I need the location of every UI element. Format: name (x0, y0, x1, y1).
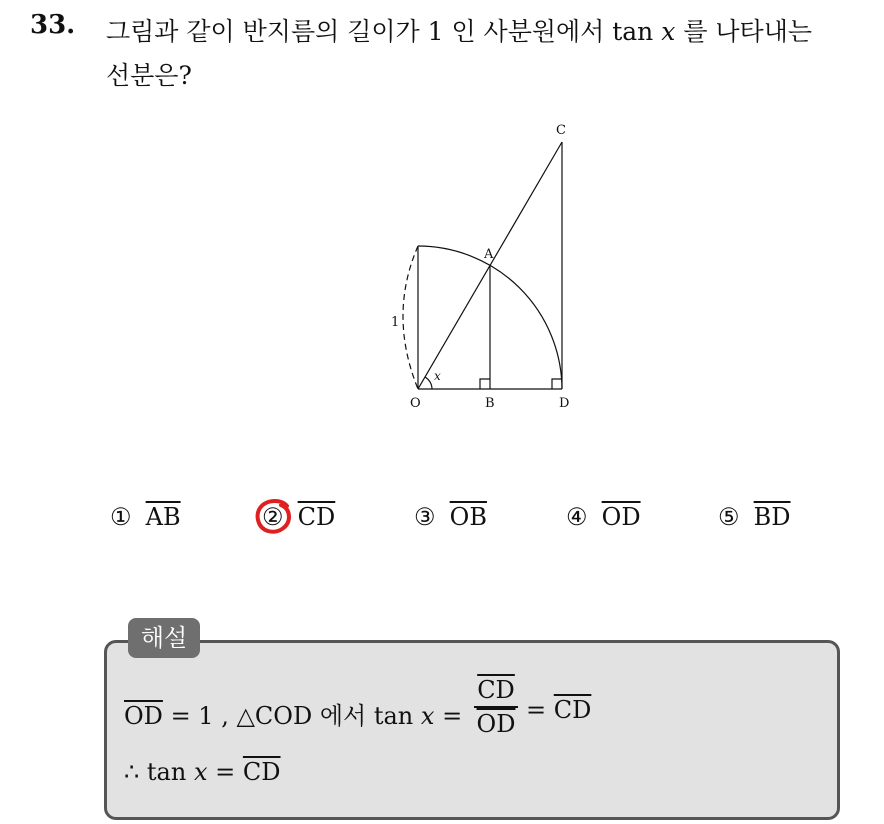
solution-variable: x (420, 702, 435, 730)
question-number: 33. (30, 10, 76, 40)
solution-fraction (474, 676, 518, 738)
solution-equals: = (442, 702, 463, 730)
choice-number: ③ (414, 503, 436, 531)
solution-final-seg: $\overline{CD}$ (242, 758, 281, 786)
label-b: B (485, 396, 495, 411)
solution-result-seg: $\overline{CD}$ (553, 696, 592, 724)
question-text-prefix: 그림과 같이 반지름의 길이가 1 인 사분원에서 tan (106, 17, 654, 46)
choice-5[interactable] (718, 503, 791, 531)
choice-4[interactable] (566, 503, 641, 531)
right-angle-d (552, 379, 562, 389)
solution-tab: 해설 (128, 618, 200, 658)
choice-segment: $\overline{AB}$ (145, 503, 181, 531)
label-angle: x (434, 369, 441, 383)
choice-segment: $\overline{BD}$ (753, 503, 791, 531)
solution-equals-3: = (215, 758, 236, 786)
question-text-line2: 선분은? (106, 61, 192, 90)
choice-segment: $\overline{CD}$ (297, 503, 336, 531)
label-d: D (559, 396, 570, 411)
fraction-bar (474, 706, 518, 708)
radius-brace (403, 246, 418, 389)
label-o: O (410, 396, 421, 411)
choice-segment: $\overline{OD}$ (601, 503, 641, 531)
angle-arc (425, 377, 432, 389)
quarter-circle-figure (370, 115, 590, 415)
solution-variable-2: x (193, 758, 208, 786)
question-text-suffix: 를 나타내는 (683, 17, 813, 46)
solution-text: = 1 , △COD 에서 tan (170, 702, 414, 730)
solution-line2 (124, 758, 281, 786)
solution-seg-od: $\overline{OD}$ (124, 702, 163, 730)
label-a: A (484, 247, 494, 262)
choice-number: ① (110, 503, 132, 531)
choice-segment: $\overline{OB}$ (449, 503, 487, 531)
solution-line1 (124, 696, 462, 731)
fraction-denominator: OD (476, 710, 516, 738)
choice-1[interactable] (110, 503, 181, 531)
question-text-line1 (106, 12, 812, 48)
choice-number: ② (262, 503, 284, 531)
label-c: C (556, 123, 566, 138)
answer-circle-mark (254, 496, 294, 536)
question-variable: x (661, 17, 676, 46)
right-angle-b (480, 379, 490, 389)
fraction-numerator: $\overline{CD}$ (477, 676, 515, 704)
label-radius: 1 (391, 315, 400, 330)
solution-result (526, 696, 591, 724)
solution-equals-2: = (526, 696, 547, 724)
choice-number: ④ (566, 503, 588, 531)
choice-3[interactable] (414, 503, 487, 531)
choice-number: ⑤ (718, 503, 740, 531)
solution-therefore: ∴ tan (124, 758, 187, 786)
